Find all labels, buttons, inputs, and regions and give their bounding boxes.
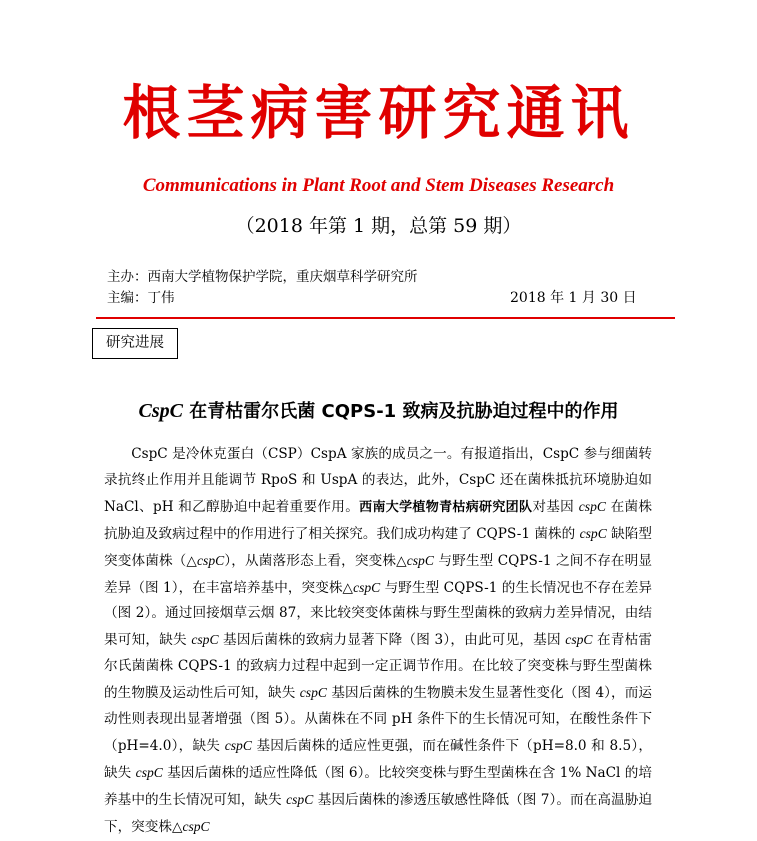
gene-name: cspC (353, 579, 381, 595)
issue-number: （2018 年第 1 期，总第 59 期） (235, 215, 522, 237)
gene-name: cspC (224, 737, 252, 753)
gene-name: cspC (299, 685, 327, 701)
gene-name: cspC (565, 632, 593, 648)
body-text: 与野生型 CQPS-1 之间不存在明显差异（图 1），在丰富培养基中，突变株△ (104, 552, 652, 596)
gene-name: cspC (406, 552, 434, 568)
gene-name: cspC (135, 764, 163, 780)
body-text: 基因后菌株的适应性更强，而在碱性条件下（pH=8.0 和 8.5），缺失 (104, 737, 652, 781)
body-text: 基因后菌株的适应性降低（图 6）。比较突变株与野生型菌株在含 1% NaCl 的培养基中的生长情况可知，缺失 (104, 764, 653, 808)
body-text: 缺陷型突变体菌株（△ (104, 525, 652, 569)
body-text: 基因后菌株的致病力显著下降（图 3），由此可见，基因 (218, 632, 566, 649)
sponsor-line: 主办：西南大学植物保护学院，重庆烟草科学研究所 (107, 269, 418, 285)
publication-date: 2018 年 1 月 30 日 (510, 290, 637, 306)
english-title: Communications in Plant Root and Stem Diseases Research (142, 175, 615, 196)
body-text: 与野生型 CQPS-1 的生长情况也不存在差异（图 2）。通过回接烟草云烟 87，来比较突变体菌株与野生型菌株的致病力差异情况，由结果可知，缺失 (104, 579, 652, 649)
section-label: 研究进展 (92, 328, 178, 359)
body-text: 基因后菌株的渗透压敏感性降低（图 7）。而在高温胁迫下，突变株△ (104, 791, 652, 835)
article-body (104, 442, 652, 841)
gene-name: cspC (191, 632, 219, 648)
body-text: 对基因 (532, 498, 579, 515)
gene-name: cspC (182, 818, 210, 834)
gene-name: cspC (197, 552, 225, 568)
article-title-text: 在青枯雷尔氏菌 CQPS-1 致病及抗胁迫过程中的作用 (183, 401, 619, 422)
gene-name: cspC (578, 498, 606, 514)
gene-name: cspC (286, 791, 314, 807)
gene-name: cspC (579, 525, 607, 541)
body-text: 在青枯雷尔氏菌菌株 CQPS-1 的致病力过程中起到一定正调节作用。在比较了突变株与野生型菌株的生物膜及运动性后可知，缺失 (104, 632, 652, 702)
body-text: 在菌株抗胁迫及致病过程中的作用进行了相关探究。我们成功构建了 CQPS-1 菌株的 (104, 498, 653, 542)
research-team: 西南大学植物青枯病研究团队 (359, 499, 533, 515)
article-title (0, 398, 757, 425)
masthead-title: 根茎病害研究通讯 (122, 79, 635, 147)
article-title-gene: CspC (138, 400, 183, 422)
editor-line: 主编：丁伟 (107, 290, 175, 306)
body-text: 基因后菌株的生物膜未发生显著性变化（图 4），而运动性则表现出显著增强（图 5）。从菌株在不同 pH 条件下的生长情况可知，在酸性条件下（pH=4.0），缺失 (104, 685, 652, 754)
body-text: ），从菌落形态上看，突变株△ (224, 552, 407, 569)
body-text: CspC 是冷休克蛋白（CSP）CspA 家族的成员之一。有报道指出，CspC 参与细菌转录抗终止作用并且能调节 RpoS 和 UspA 的表达，此外，CspC 还在菌株抵抗环境胁迫如 NaCl、pH 和乙醇胁迫中起着重要作用。 (104, 446, 652, 515)
header-divider (96, 317, 675, 319)
